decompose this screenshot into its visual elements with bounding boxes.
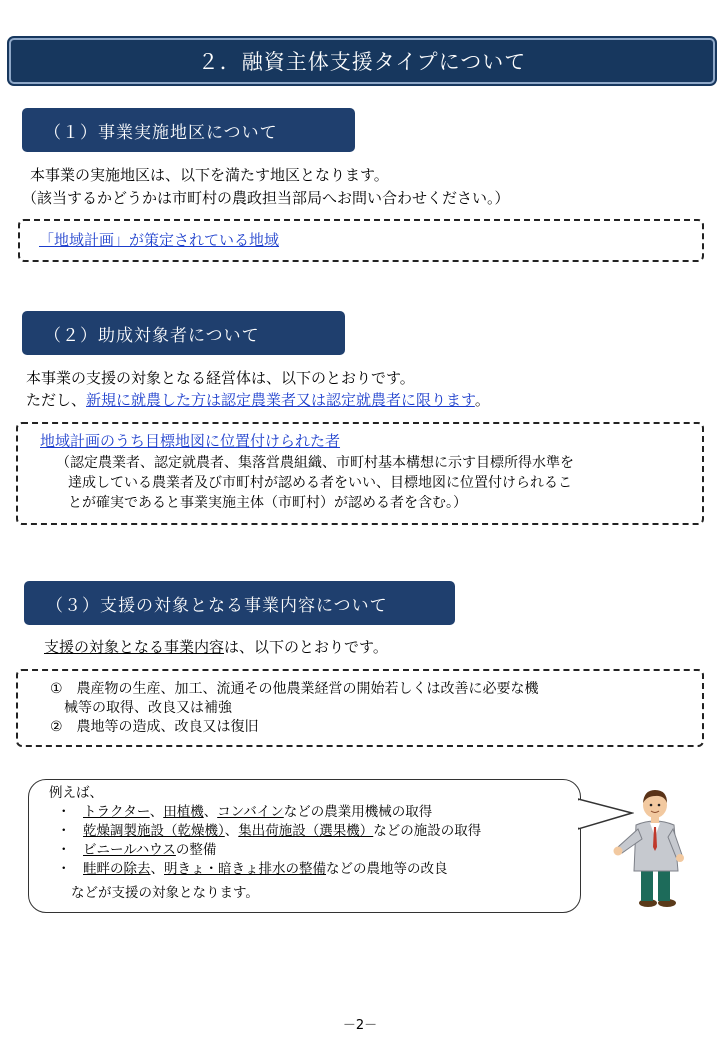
bubble-item-4-sep-1: 、: [150, 861, 164, 877]
bubble-item-2-part-2: 集出荷施設（選果機）: [238, 823, 374, 839]
section-1-criteria-box: [18, 219, 704, 262]
bubble-item-1-part-1: トラクター: [83, 804, 150, 820]
section-1-line-2: （該当するかどうかは市町村の農政担当部局へお問い合わせください。）: [22, 189, 510, 207]
bubble-item-4-tail: などの農地等の改良: [326, 861, 448, 877]
bubble-item-4-part-1: 畦畔の除去: [83, 861, 151, 877]
section-3-intro: [44, 636, 388, 658]
bubble-item-2-part-1: 乾燥調製施設（乾燥機）: [83, 823, 225, 839]
bullet: ・: [57, 823, 71, 839]
bubble-item-1-part-3: コンバイン: [217, 804, 284, 820]
bubble-item-1: [57, 803, 432, 822]
section-2-heading: [22, 311, 345, 355]
section-1-heading-text: （１）事業実施地区について: [44, 122, 278, 143]
section-2-line-2-suffix: 。: [474, 391, 490, 409]
section-2-line-2-prefix: ただし、: [26, 391, 87, 409]
section-2-heading-text: （２）助成対象者について: [44, 325, 260, 346]
section-1-line-1: 本事業の実施地区は、以下を満たす地区となります。: [30, 166, 389, 184]
section-3-intro-rest: は、以下のとおりです。: [224, 638, 388, 656]
page-title-text: ２．融資主体支援タイプについて: [197, 50, 527, 74]
section-3-intro-underlined: 支援の対象となる事業内容: [44, 638, 225, 656]
section-3-content-box: [16, 669, 704, 747]
bubble-item-2-tail: などの施設の取得: [373, 823, 482, 839]
bubble-item-1-sep-2: 、: [203, 804, 218, 820]
eligibility-detail-line-1: （認定農業者、認定就農者、集落営農組織、市町村基本構想に示す目標所得水準を: [56, 455, 574, 471]
bullet: ・: [57, 842, 71, 858]
bullet: ・: [57, 861, 71, 877]
section-1-heading: [22, 108, 355, 152]
bubble-item-2-sep-1: 、: [224, 823, 239, 839]
bubble-item-1-tail: などの農業用機械の取得: [283, 804, 433, 820]
target-map-link[interactable]: 地域計画のうち目標地図に位置付けられた者: [40, 432, 341, 450]
bubble-item-4: [57, 860, 448, 879]
presenter-man-illustration-icon: [610, 785, 690, 910]
eligibility-detail-line-3: とが確実であると事業実施主体（市町村）が認める者を含む。）: [68, 495, 467, 511]
bullet: ・: [57, 804, 71, 820]
section-2-eligibility-box: [16, 422, 704, 525]
bubble-item-3-part-1: ビニールハウス: [83, 842, 176, 858]
section-2-line-1: 本事業の支援の対象となる経営体は、以下のとおりです。: [26, 369, 415, 387]
speech-bubble: [28, 779, 581, 913]
regional-plan-link[interactable]: 「地域計画」が策定されている地域: [39, 231, 280, 249]
bubble-intro: 例えば、: [49, 785, 103, 801]
page-title: [9, 38, 715, 84]
page-number: －2－: [342, 1018, 378, 1033]
bubble-item-3: [57, 841, 216, 860]
content-item-2: ② 農地等の造成、改良又は復旧: [50, 719, 259, 735]
bubble-item-4-part-2: 明きょ・暗きょ排水の整備: [164, 861, 326, 877]
new-farmer-restriction-link[interactable]: 新規に就農した方は認定農業者又は認定就農者に限ります: [86, 391, 475, 409]
bubble-item-1-sep-1: 、: [149, 804, 164, 820]
section-3-heading-text: （３）支援の対象となる事業内容について: [46, 595, 388, 616]
content-item-1-line-2: 械等の取得、改良又は補強: [64, 700, 232, 716]
bubble-item-3-tail: の整備: [175, 842, 217, 858]
bubble-outro: などが支援の対象となります。: [71, 885, 259, 901]
eligibility-detail-line-2: 達成している農業者及び市町村が認める者をいい、目標地図に位置付けられるこ: [68, 475, 572, 491]
bubble-item-2: [57, 822, 481, 841]
bubble-item-1-part-2: 田植機: [163, 804, 204, 820]
section-3-heading: [24, 581, 455, 625]
section-2-line-2: [26, 389, 490, 411]
content-item-1-line-1: ① 農産物の生産、加工、流通その他農業経営の開始若しくは改善に必要な機: [50, 681, 539, 697]
